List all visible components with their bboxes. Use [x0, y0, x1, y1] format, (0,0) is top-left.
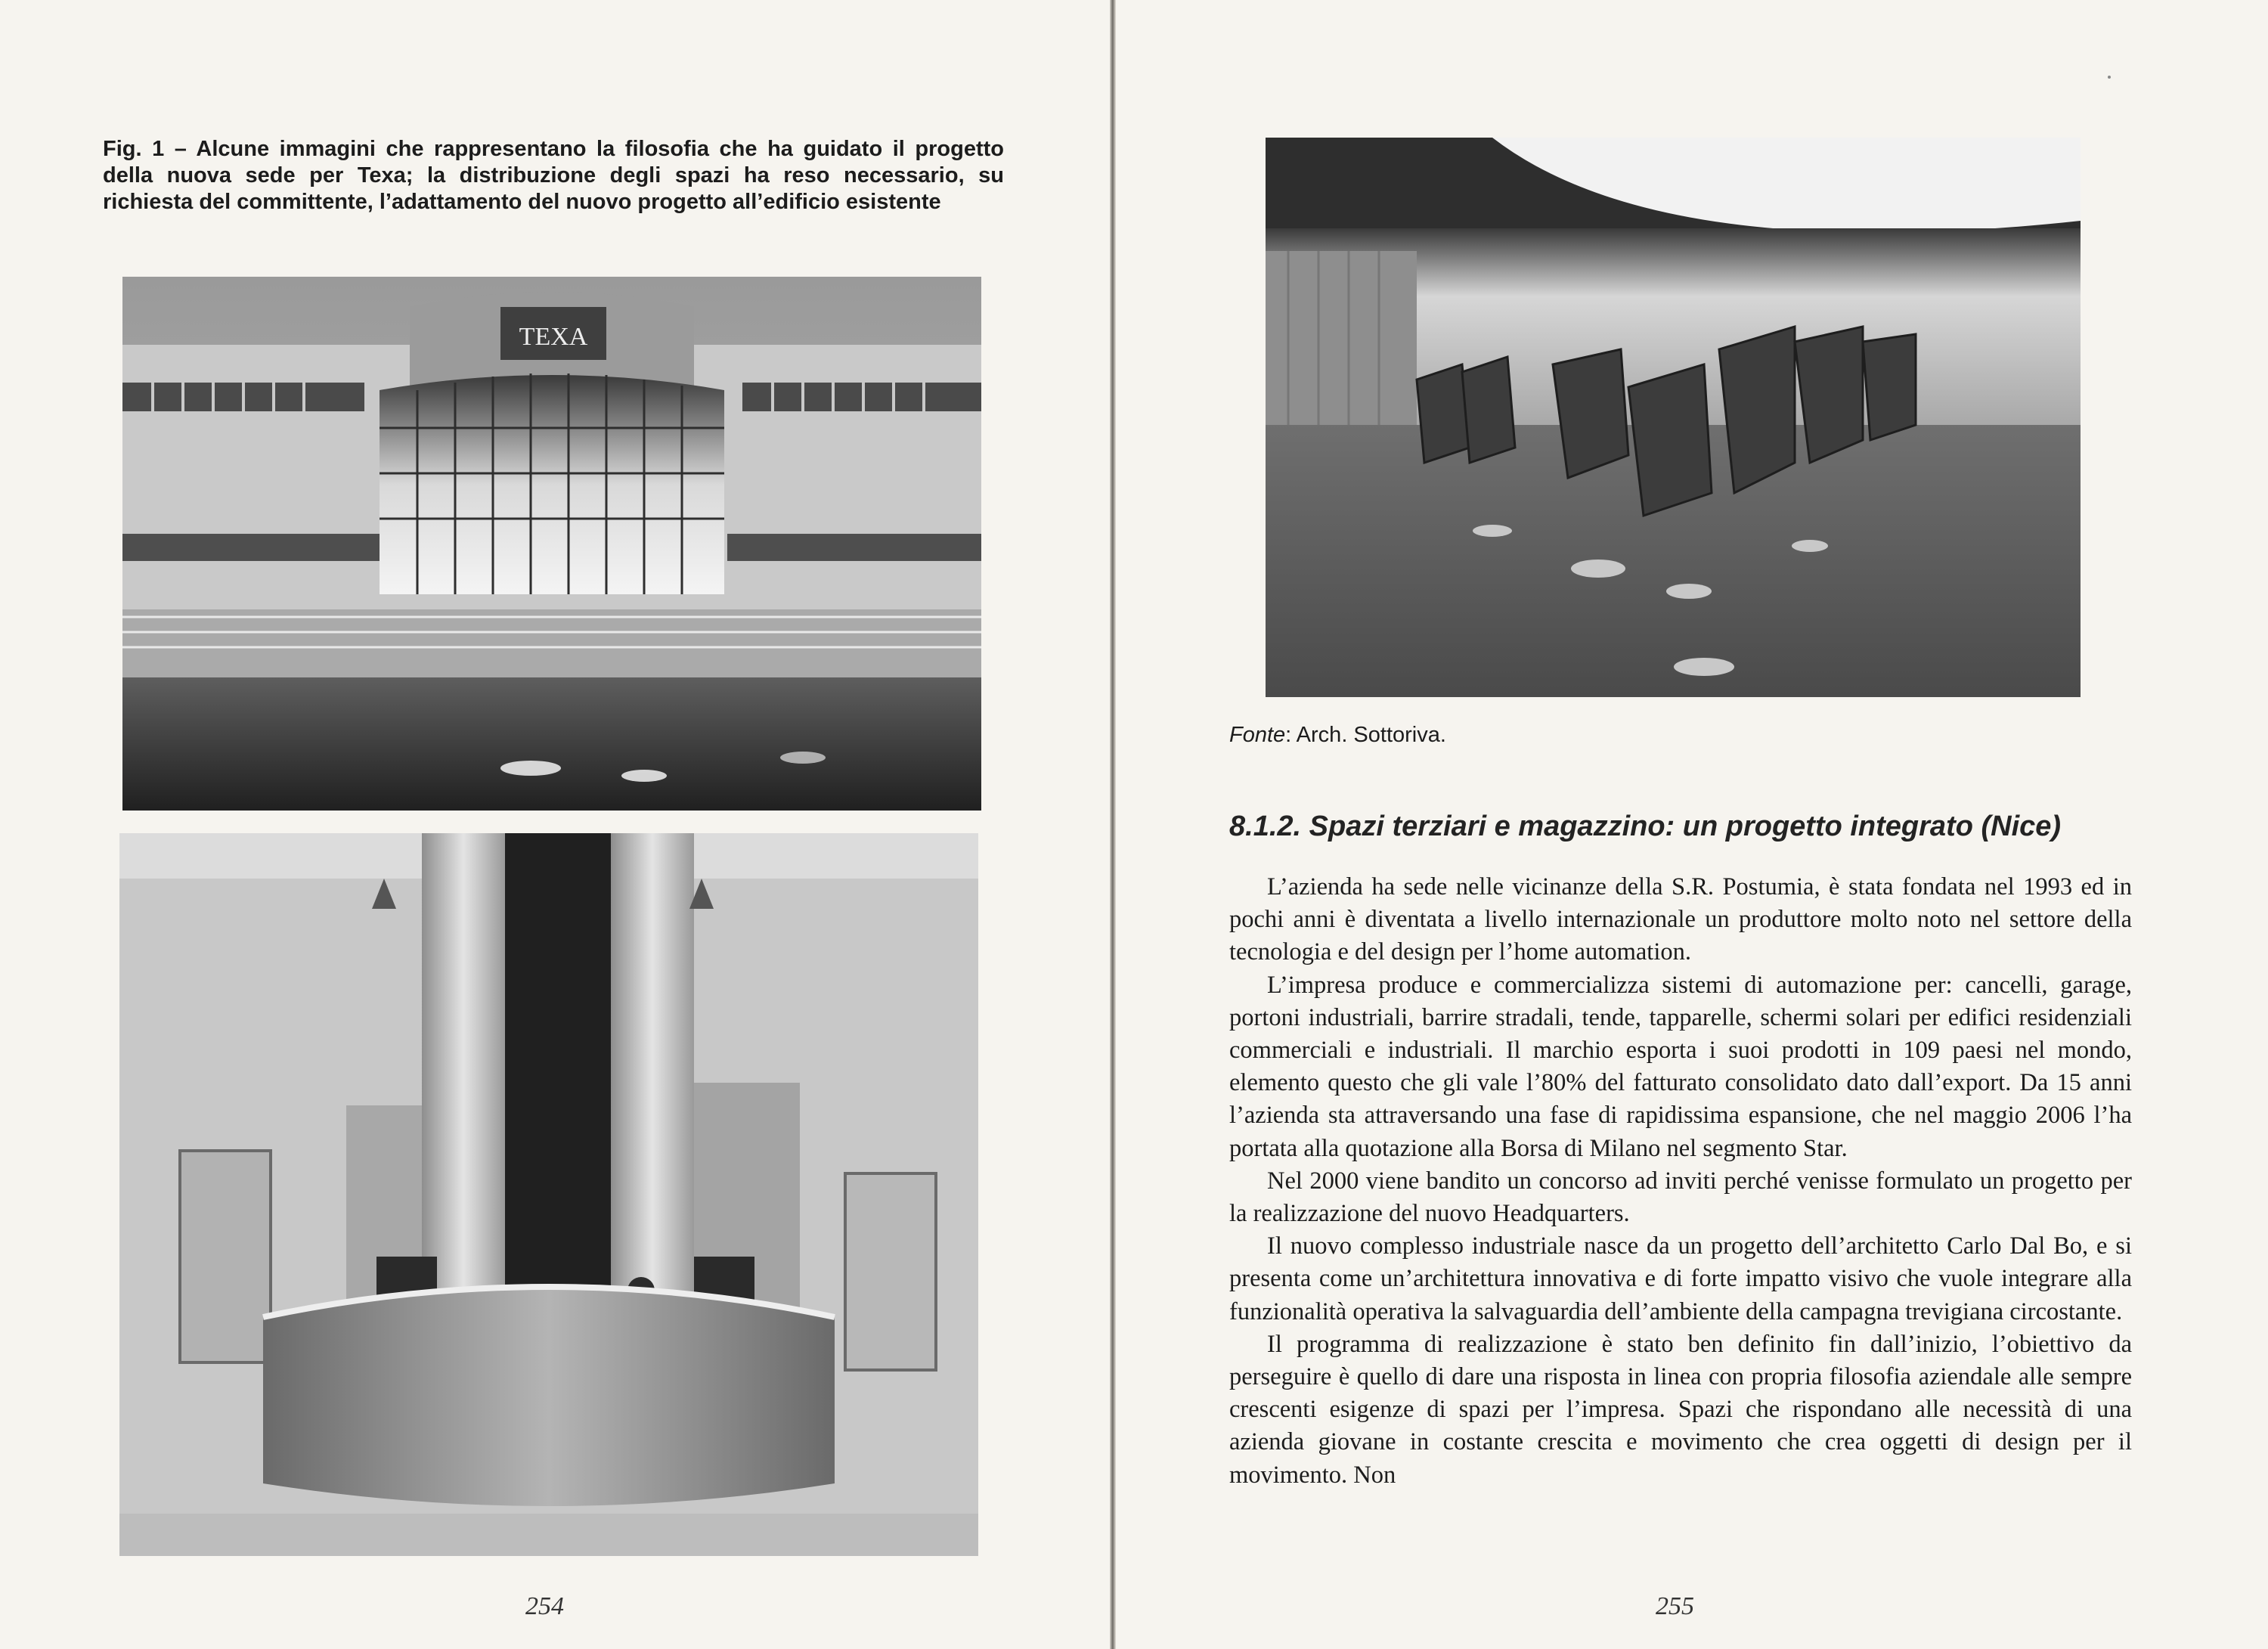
source-label: Fonte [1229, 723, 1286, 747]
source-text: : Arch. Sottoriva. [1285, 723, 1446, 747]
book-gutter [1110, 0, 1116, 1649]
left-page [0, 0, 1110, 1649]
texa-sign: TEXA [519, 323, 588, 351]
paragraph: Il nuovo complesso industriale nasce da un progetto dell’architetto Carlo Dal Bo, e si presenta come un’architettura innovativa e di forte impatto visivo che vuole integrare alla funzionalità operativa la salvaguardia dell’ambiente della campagna trevigiana circostante. [1229, 1232, 2132, 1325]
paragraph: Il programma di realizzazione è stato ben definito fin dall’inizio, l’obiettivo da perseguire è quello di dare una risposta in linea con propria filosofia aziendale alle sempre crescenti esigenze di spazi per l’impresa. Spazi che rispondano alle necessità di una azienda giovane in costante crescita e movimento che crea oggetti di design per il movimento. Non [1229, 1330, 2132, 1489]
paragraph: L’impresa produce e commercializza sistemi di automazione per: cancelli, garage, portoni industriali, barrire stradali, tende, tapparelle, schermi solari per edifici residenziali commerciali e industriali. Il marchio esporta i suoi prodotti in 109 paesi nel mondo, elemento questo che gli vale l’80% del fatturato consolidato dato dall’export. Da 15 anni l’azienda sta attraversando una fase di rapidissima espansione, che nel maggio 2006 l’ha portata alla quotazione alla Borsa di Milano nel segmento Star. [1229, 971, 2132, 1162]
paragraph: L’azienda ha sede nelle vicinanze della S.R. Postumia, è stata fondata nel 1993 ed in pochi anni è diventata a livello internazionale un produttore molto noto nel settore della tecnologia e del design per l’home automation. [1229, 873, 2132, 966]
page-speck [2108, 76, 2111, 79]
lobby-interior-photo [119, 833, 978, 1556]
section-heading: 8.1.2. Spazi terziari e magazzino: un progetto integrato (Nice) [1229, 811, 2062, 842]
building-facade-photo [122, 277, 981, 811]
figure-caption: Fig. 1 – Alcune immagini che rappresentano la filosofia che ha guidato il progetto della nuova sede per Texa; la distribuzione degli spazi ha reso necessario, su richiesta del committente, l’adattamento del nuovo progetto all’edificio esistente [103, 137, 1004, 214]
page-number-right: 255 [1656, 1592, 1694, 1620]
body-text [1229, 871, 2132, 1492]
auditorium-photo [1266, 138, 2081, 697]
page-number-left: 254 [525, 1592, 564, 1620]
photo-source [1229, 723, 1446, 748]
paragraph: Nel 2000 viene bandito un concorso ad inviti perché venisse formulato un progetto per la realizzazione del nuovo Headquarters. [1229, 1167, 2132, 1228]
